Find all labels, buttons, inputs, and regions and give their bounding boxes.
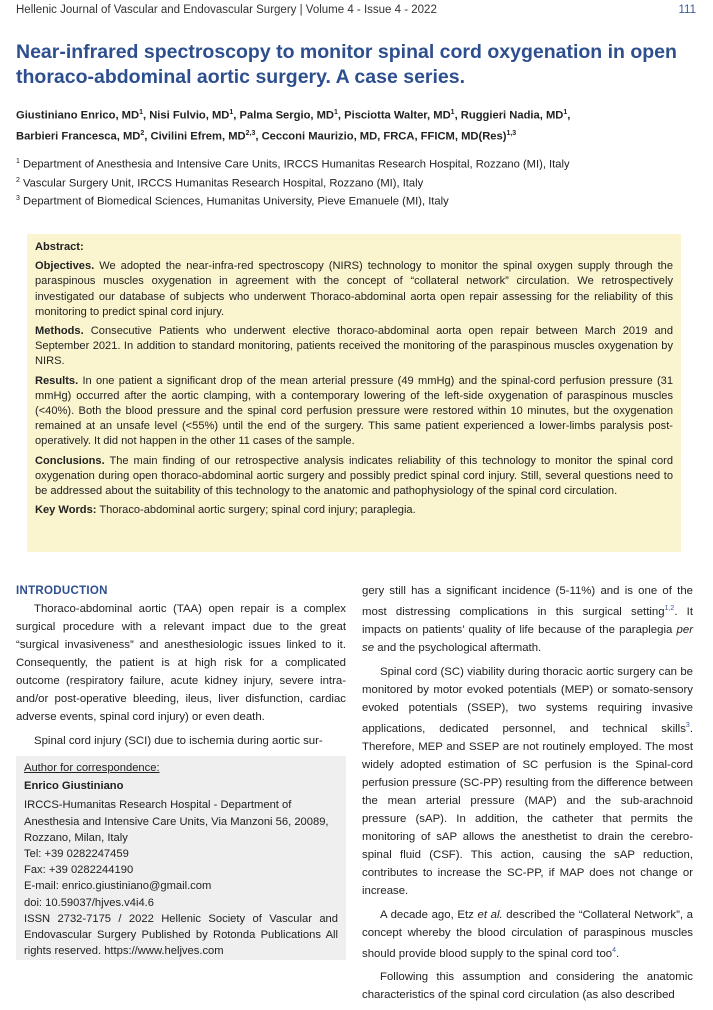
results-label: Results. <box>35 374 79 387</box>
author-affil-ref: 2 <box>140 129 145 137</box>
author-affil-ref: 1 <box>563 109 568 116</box>
affiliation-number: 2 <box>16 176 20 184</box>
affiliation <box>16 191 696 210</box>
text-run: described the “Collateral Network”, a concept whereby the blood circulation of paraspinous muscles should provide blood supply to the spinal cord too <box>362 908 694 960</box>
intro-paragraph-3 <box>362 663 693 900</box>
author: Pisciotta Walter, MD <box>344 109 451 122</box>
author-affil-ref: 1 <box>334 109 338 116</box>
correspondence-fax: Fax: +39 0282244190 <box>24 864 134 877</box>
correspondence-box <box>16 756 346 960</box>
author: Giustiniano Enrico, MD <box>16 109 140 122</box>
affiliation-list <box>16 154 696 210</box>
journal-info: Hellenic Journal of Vascular and Endovascular Surgery | Volume 4 - Issue 4 - 2022 <box>16 4 437 16</box>
text-run: . <box>616 947 620 960</box>
italic-run: et al. <box>477 908 503 921</box>
abstract-keywords <box>35 503 673 518</box>
keywords-label: Key Words: <box>35 504 97 517</box>
author: Civilini Efrem, MD <box>150 130 246 143</box>
reference-marker[interactable]: 4 <box>612 946 617 954</box>
conclusions-label: Conclusions. <box>35 454 105 467</box>
methods-label: Methods. <box>35 325 84 338</box>
correspondence-name: Enrico Giustiniano <box>24 780 124 793</box>
correspondence-tel: Tel: +39 0282247459 <box>24 848 129 861</box>
author-line-1: Giustiniano Enrico, $MD^1$, Nisi Fulvio, $MD^1$, Palma Sergio, $MD^1$, Pisciotta Walter, $MD^1$, Ruggieri Nadia, $MD^1$, <box>16 109 571 122</box>
affiliation-text: Department of Anesthesia and Intensive Care Units, IRCCS Humanitas Research Hospital, Rozzano (MI), Italy <box>23 158 570 171</box>
intro-paragraph-2-cont <box>362 582 693 657</box>
objectives-label: Objectives. <box>35 260 95 273</box>
page-number: 111 <box>678 4 696 16</box>
author-affil-ref: 1 <box>229 109 234 116</box>
correspondence-heading: Author for correspondence: <box>24 762 160 774</box>
intro-paragraph-4 <box>362 906 693 963</box>
affiliation <box>16 154 696 173</box>
italic-run: per se <box>362 623 693 654</box>
correspondence-address: IRCCS-Humanitas Research Hospital - Department of Anesthesia and Intensive Care Units, Via Manzoni 56, 20089, Rozzano, Milan, Italy <box>24 799 329 844</box>
author: Cecconi Maurizio, MD, FRCA, FFICM, MD(Res) <box>261 130 507 143</box>
article-title: Near-infrared spectroscopy to monitor spinal cord oxygenation in open thoraco-abdominal aortic surgery. A case series. <box>16 41 677 88</box>
intro-paragraph-5: Following this assumption and considering the anatomic characteristics of the spinal cord circulation (as also described <box>362 971 693 1002</box>
conclusions-text: The main finding of our retrospective analysis indicates reliability of this technology to monitor the spinal cord oxygenation during open thoraco-abdominal aortic surgery and possibly predict spinal cord injury. Still, several questions need to be addressed about the suitability of this technology to the anatomic and pathophysiology of the spinal cord circulation. <box>35 454 674 498</box>
author: Nisi Fulvio, MD <box>149 109 230 122</box>
keywords-text: Thoraco-abdominal aortic surgery; spinal cord injury; paraplegia. <box>99 504 416 517</box>
author: Ruggieri Nadia, MD <box>460 109 564 122</box>
author-affil-ref: 1 <box>450 109 455 116</box>
author-list <box>16 104 696 145</box>
objectives-text: We adopted the near-infra-red spectroscopy (NIRS) technology to monitor the spinal oxygen supply through the paraspinous muscles oxygenation in agreement with the concept of “collateral network” circulation. We retrospectively investigated our database of subjects who underwent Thoraco-abdominal aorta open repair assessing for the reliability of this monitoring to predict spinal cord injury. <box>35 260 673 318</box>
abstract-heading <box>35 240 673 255</box>
abstract-objectives <box>35 259 673 320</box>
affiliation <box>16 173 696 192</box>
author-affil-ref: 1,3 <box>506 129 517 137</box>
author-line-2: Barbieri Francesca, $MD^2$, Civilini Efrem, MD$^{2,3}$, Cecconi Maurizio, MD, FRCA, FFICM, MD(Res)$^{1,3}$ <box>16 129 517 143</box>
author: Palma Sergio, MD <box>239 109 335 122</box>
left-column <box>16 600 346 756</box>
intro-paragraph-1: Thoraco-abdominal aortic (TAA) open repair is a complex surgical procedure with a relevant impact due to the great “surgical invasiveness” and anesthesiologic issues linked to it. Consequently, the patient is at high risk for a complicated outcome (respiratory failure, acute kidney injury, severe intra- and/or post-operative bleeding, ileus, liver disfunction, cardiac adverse events, spinal cord injury) or even death. <box>16 603 346 723</box>
correspondence-email: E-mail: enrico.giustiniano@gmail.com <box>24 880 212 893</box>
reference-marker[interactable]: 3 <box>685 721 690 729</box>
right-column <box>362 582 693 1010</box>
text-run: Spinal cord (SC) viability during thoracic aortic surgery can be monitored by motor evoked potentials (MEP) or somato-sensory evoked potentials (SSEP), two systems requiring invasive applications, dedicated personnel, and technical skills <box>362 665 693 735</box>
abstract-heading-text: Abstract: <box>35 241 84 253</box>
methods-text: Consecutive Patients who underwent elective thoraco-abdominal aorta open repair between March 2019 and September 2021. In addition to standard monitoring, patients received the monitoring of the paraspinous muscles oxygenation by NIRS. <box>35 325 674 368</box>
author-affil-ref: 1 <box>139 109 143 116</box>
text-run: A decade ago, Etz <box>380 908 478 921</box>
results-text: In one patient a significant drop of the mean arterial pressure (49 mmHg) and the spinal-cord perfusion pressure (31 mmHg) occurred after the aortic clamping, with a contemporary lowering of the left-side oxygenation of paraspinous muscles (<40%). Both the blood pressure and the spinal cord perfusion pressure were restored within 10 minutes, but the oxygenation remained at an unsafe level (<55%) until the end of the surgery. This same patient experienced a lower-limbs paralysis post-operatively. It did not happen in the other 11 cases of the sample. <box>35 374 673 448</box>
abstract-results <box>35 374 673 450</box>
reference-marker[interactable]: 1,2 <box>664 605 675 612</box>
abstract-box <box>27 234 681 552</box>
abstract-methods <box>35 324 673 370</box>
correspondence-issn: ISSN 2732-7175 / 2022 Hellenic Society of Vascular and Endovascular Surgery Published by Rotonda Publications All rights reserved. https://www.heljves.com <box>24 912 338 958</box>
affiliation-number: 3 <box>16 195 20 203</box>
intro-paragraph-2-start: Spinal cord injury (SCI) due to ischemia during aortic sur- <box>34 735 323 747</box>
affiliation-number: 1 <box>16 158 20 165</box>
text-run: . Therefore, MEP and SSEP are not routinely employed. The most widely adopted estimation of SC perfusion is the Spinal-cord perfusion pressure (SC-PP) resulting from the difference between the mean arterial pressure (MAP) and the sub-arachnoid pressure (sAP). In addition, the catheter that permits the monitoring of sAP allows the anesthetist to drain the cerebro-spinal fluid (CSF). This action, causing the sAP reduction, contributes to increase the SC-PP, if MAP does not change or increase. <box>362 722 693 897</box>
abstract-conclusions <box>35 454 673 500</box>
affiliation-text: Vascular Surgery Unit, IRCCS Humanitas Research Hospital, Rozzano (MI), Italy <box>23 177 424 190</box>
author-affil-ref: 2,3 <box>245 129 256 137</box>
author: Barbieri Francesca, MD <box>16 130 141 143</box>
affiliation-text: Department of Biomedical Sciences, Humanitas University, Pieve Emanuele (MI), Italy <box>23 196 449 209</box>
running-header <box>16 4 696 20</box>
correspondence-doi: doi: 10.59037/hjves.v4i4.6 <box>24 896 154 909</box>
text-run: gery still has a significant incidence (5-11%) and is one of the most distressing complications in this surgical setting <box>362 585 693 618</box>
text-run: . It impacts on patients’ quality of life because of the paraplegia <box>362 605 693 636</box>
text-run: and the psychological aftermath. <box>374 641 542 654</box>
introduction-heading: INTRODUCTION <box>16 585 108 597</box>
